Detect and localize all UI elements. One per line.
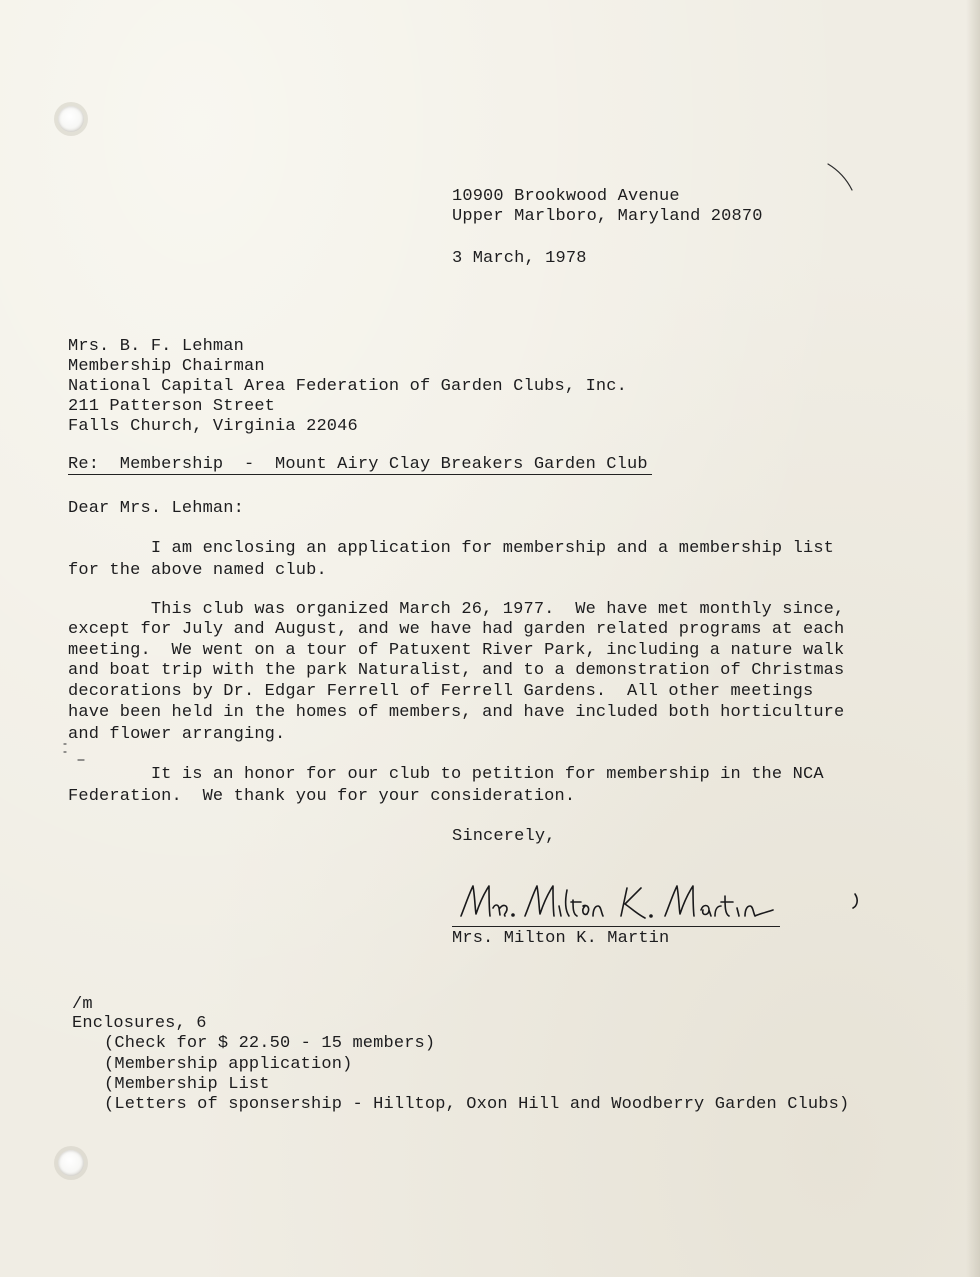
sender-address-line-2: Upper Marlboro, Maryland 20870: [452, 207, 763, 226]
punch-hole-bottom: [58, 1150, 84, 1176]
recipient-organization: National Capital Area Federation of Garden Clubs, Inc.: [68, 377, 627, 396]
paragraph-2-line: and boat trip with the park Naturalist, and to a demonstration of Christmas: [68, 661, 845, 680]
recipient-name: Mrs. B. F. Lehman: [68, 337, 244, 356]
recipient-street: 211 Patterson Street: [68, 397, 276, 416]
paragraph-2-line: decorations by Dr. Edgar Ferrell of Ferrell Gardens. All other meetings: [68, 682, 814, 701]
signature-line: [452, 926, 780, 927]
enclosure-item: (Letters of sponsership - Hilltop, Oxon Hill and Woodberry Garden Clubs): [104, 1095, 850, 1114]
paragraph-2-line: except for July and August, and we have had garden related programs at each: [68, 620, 845, 639]
enclosure-item: (Membership List: [104, 1075, 270, 1094]
paragraph-2-line: This club was organized March 26, 1977. We have met monthly since,: [68, 600, 845, 619]
enclosure-item: (Membership application): [104, 1055, 353, 1074]
signer-name: Mrs. Milton K. Martin: [452, 929, 670, 948]
subject-line: Re: Membership - Mount Airy Clay Breakers Garden Club: [68, 455, 648, 474]
enclosures-heading: Enclosures, 6: [72, 1014, 207, 1033]
handwritten-signature: [455, 876, 865, 936]
paragraph-1-line: I am enclosing an application for membership and a membership list: [68, 539, 835, 558]
paragraph-2-line: have been held in the homes of members, and have included both horticulture: [68, 703, 845, 722]
paragraph-2-line: and flower arranging.: [68, 725, 286, 744]
subject-underline: [68, 474, 652, 475]
salutation: Dear Mrs. Lehman:: [68, 499, 244, 518]
recipient-title: Membership Chairman: [68, 357, 265, 376]
punch-hole-top: [58, 106, 84, 132]
typist-initials: /m: [72, 995, 93, 1014]
page-edge-shadow: [966, 0, 980, 1277]
sender-address-line-1: 10900 Brookwood Avenue: [452, 187, 680, 206]
letter-date: 3 March, 1978: [452, 249, 587, 268]
enclosure-item: (Check for $ 22.50 - 15 members): [104, 1034, 436, 1053]
closing: Sincerely,: [452, 827, 556, 846]
stray-mark: [60, 740, 90, 764]
pencil-mark: [826, 160, 860, 194]
paragraph-3-line: Federation. We thank you for your consideration.: [68, 787, 576, 806]
paragraph-1-line: for the above named club.: [68, 561, 327, 580]
paragraph-3-line: It is an honor for our club to petition for membership in the NCA: [68, 765, 824, 784]
paragraph-2-line: meeting. We went on a tour of Patuxent River Park, including a nature walk: [68, 641, 845, 660]
recipient-city: Falls Church, Virginia 22046: [68, 417, 358, 436]
